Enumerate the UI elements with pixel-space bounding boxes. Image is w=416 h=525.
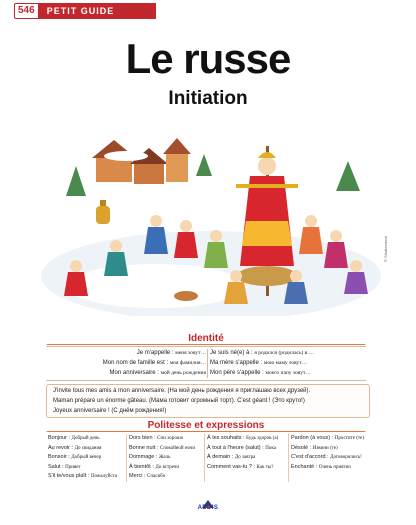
ru-text: Добрый вечер (71, 455, 102, 460)
ru-text: Привет (65, 464, 81, 470)
ru-text: Добрый день (71, 436, 100, 441)
example-phrases (46, 384, 370, 418)
fr-text: C'est d'accord : (291, 454, 329, 460)
identite-row (46, 348, 366, 358)
politesse-column (204, 434, 289, 482)
fr-text: Au revoir : (48, 444, 74, 451)
phrase-line: J'invite tous mes amis à mon anniversaire. (На мой день рождения я приглашаю всех друзей). (53, 388, 311, 394)
expression-cell (46, 444, 126, 454)
fr-text: Comment vas-tu ? : (207, 463, 255, 470)
identite-header (46, 334, 366, 345)
expression-cell (289, 434, 369, 444)
fr-text: À demain : (207, 454, 234, 460)
ru-text: Жаль (158, 455, 171, 460)
ru-text: Очень приятно (318, 464, 351, 470)
expression-cell (127, 434, 205, 444)
ru-text: я родился (родилась) в … (254, 350, 315, 356)
photo-credit: © Shutterstock (383, 235, 388, 262)
publisher-name: AEDIS (197, 505, 219, 511)
ru-text: Простите (те) (334, 436, 364, 441)
ru-text: Извини (те) (312, 445, 338, 451)
identite-row (46, 358, 366, 368)
ru-text: меня зовут… (175, 350, 206, 356)
fr-text: Je m'appelle : (136, 350, 174, 356)
expression-cell (289, 463, 369, 473)
phrase-line: Joyeux anniversaire ! (С днём рождения!) (53, 408, 167, 414)
expression-cell (46, 463, 126, 473)
ru-text: Пожалуйста (90, 474, 117, 479)
guide-number: 546 (14, 3, 39, 19)
ru-text: моего папу зовут… (265, 370, 311, 376)
fr-text: Mon anniversaire : (109, 370, 159, 376)
fr-text: Dommage : (129, 454, 158, 460)
fr-text: À bientôt : (129, 463, 154, 470)
publisher-logo (190, 496, 226, 512)
fr-text: Mon père s'appelle : (210, 370, 264, 376)
expression-cell (127, 472, 205, 482)
expression-cell (289, 453, 369, 463)
fr-text: À tes souhaits : (207, 435, 245, 441)
ru-text: Договорились! (330, 455, 362, 460)
expression-cell (205, 434, 289, 444)
politesse-column (46, 434, 126, 482)
fr-text: Pardon (à vous) : (291, 435, 334, 441)
identite-heading: Identité (180, 333, 232, 344)
ru-text: мой день рождения (160, 370, 206, 376)
expression-cell (46, 434, 126, 444)
effigy-icon (236, 146, 298, 296)
maslenitsa-illustration (36, 126, 386, 316)
politesse-header (46, 421, 366, 432)
expression-cell (289, 444, 369, 454)
ru-text: Спокойной ночи (159, 445, 196, 451)
series-badge (14, 3, 156, 19)
ru-text: Пока (265, 445, 276, 451)
ru-text: До свидания (74, 445, 102, 451)
expression-cell (127, 453, 205, 463)
expression-cell (46, 472, 126, 482)
fr-text: Ma mère s'appelle : (210, 360, 263, 366)
politesse-column (126, 434, 205, 482)
identite-table (46, 346, 366, 381)
ru-text: До встречи (155, 464, 180, 470)
dog-icon (174, 291, 198, 301)
expression-cell (127, 444, 205, 454)
politesse-column (288, 434, 369, 482)
politesse-table (46, 434, 368, 482)
expression-cell (46, 453, 126, 463)
fr-text: Dors bien : (129, 435, 156, 441)
expression-cell (205, 463, 289, 473)
expression-cell (205, 444, 289, 454)
page-title: Le russe (125, 35, 291, 82)
ru-text: мою маму зовут… (263, 360, 308, 366)
fr-text: Bonsoir : (48, 454, 70, 460)
politesse-heading: Politesse et expressions (140, 420, 273, 431)
ru-text: Будь здоров (а) (246, 436, 279, 441)
fr-text: À tout à l'heure (salut) : (207, 444, 264, 451)
phrase-line: Maman prépare un énorme gâteau. (Мама готовит огромный торт). C'est géant ! (Это круто!) (53, 398, 305, 404)
fr-text: Enchanté : (291, 463, 318, 470)
fr-text: Désolé : (291, 444, 312, 451)
identite-row (46, 368, 366, 378)
village-houses-icon (92, 138, 191, 184)
ru-text: Спасибо (147, 474, 166, 479)
ru-text: Как ты? (256, 464, 274, 470)
ru-text: До завтра (234, 455, 256, 460)
ru-text: моя фамилия… (169, 360, 206, 366)
samovar-icon (96, 200, 110, 224)
fr-text: Bonjour : (48, 435, 71, 441)
series-label: PETIT GUIDE (39, 3, 157, 19)
fr-text: Bonne nuit : (129, 444, 159, 451)
page-subtitle: Initiation (168, 88, 248, 109)
fr-text: Je suis né(e) à : (210, 350, 253, 356)
fr-text: Mon nom de famille est : (102, 360, 169, 366)
fr-text: S'il te/vous plaît : (48, 473, 90, 479)
fr-text: Merci : (129, 473, 146, 479)
expression-cell (127, 463, 205, 473)
fr-text: Salut : (48, 463, 64, 470)
ru-text: Спи хорошо (157, 436, 184, 441)
expression-cell (205, 453, 289, 463)
